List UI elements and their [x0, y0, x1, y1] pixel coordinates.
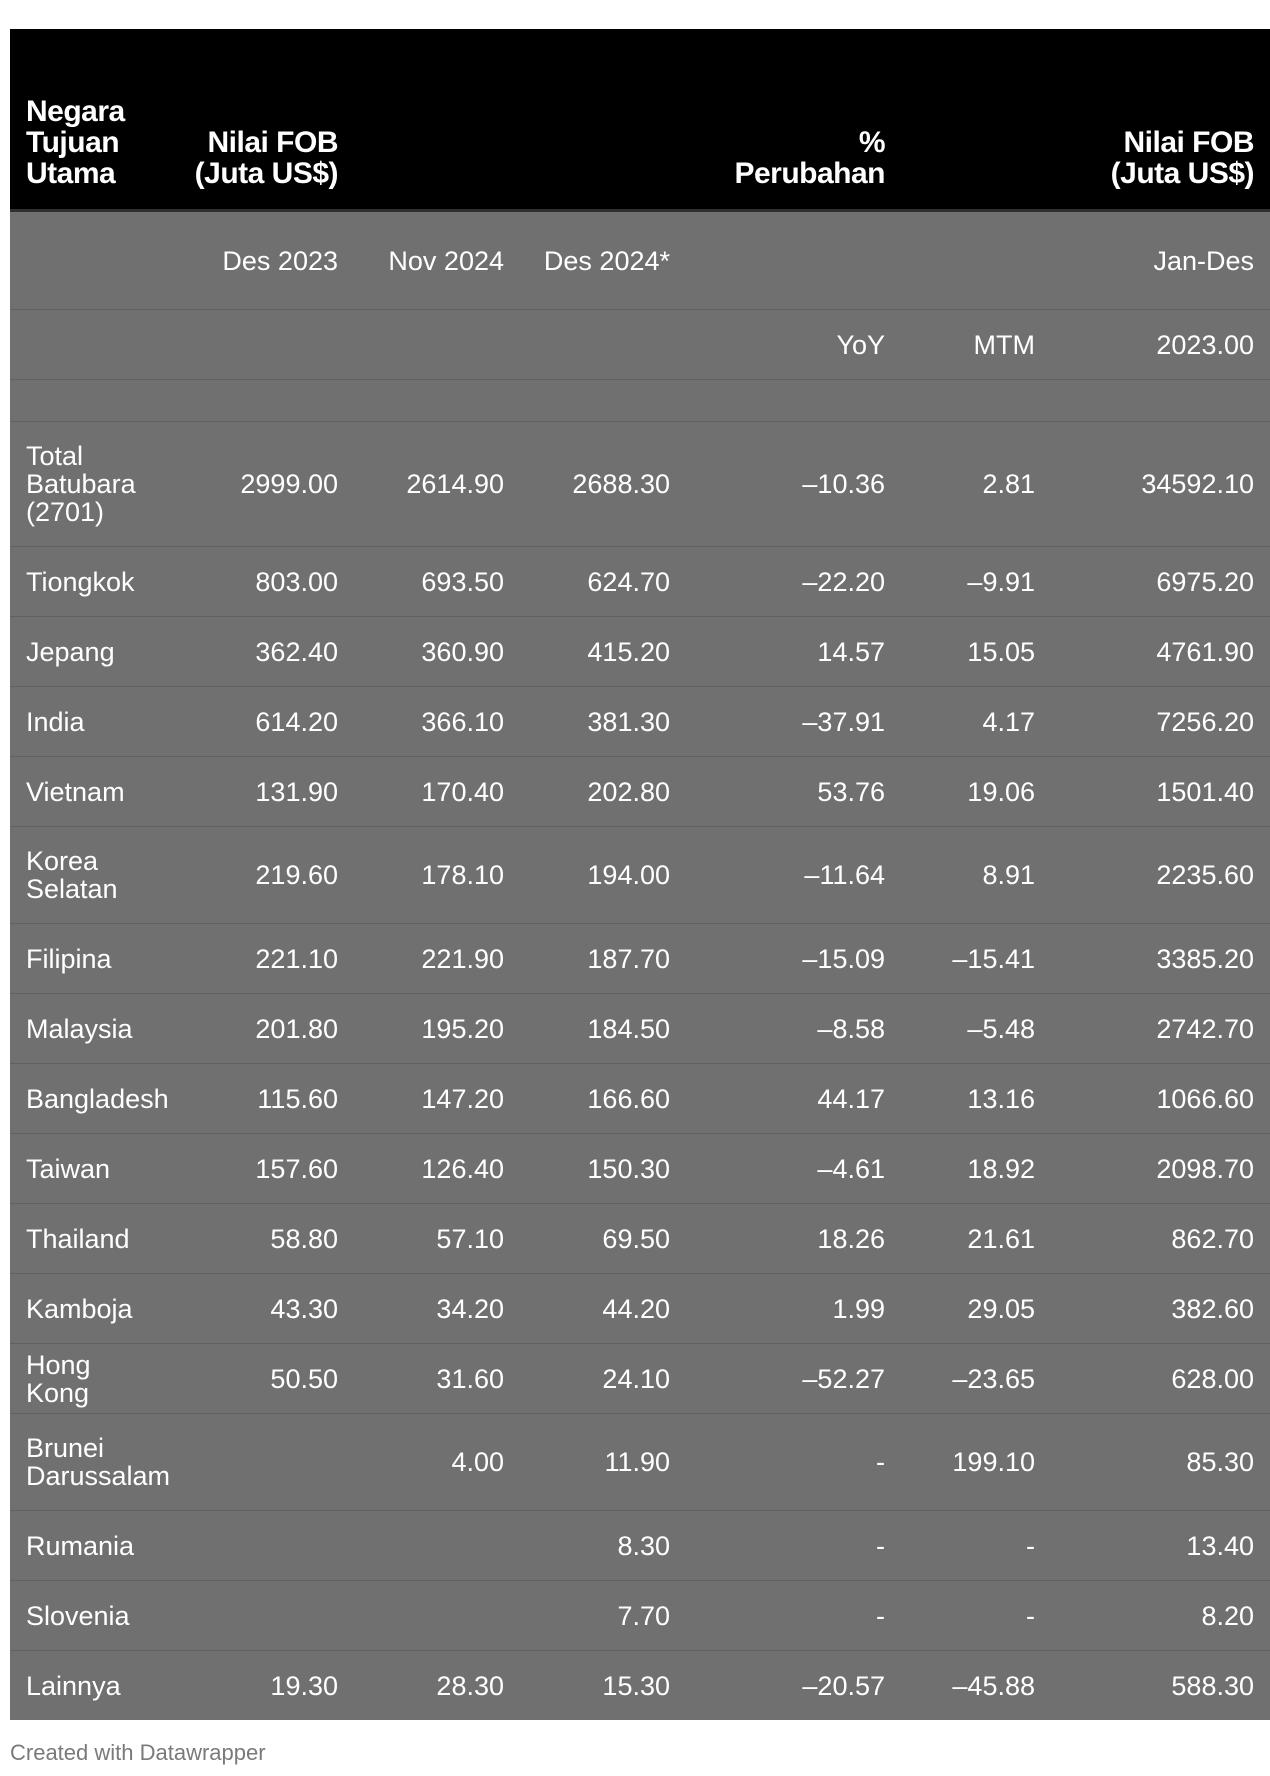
country-cell: Kamboja: [10, 1274, 176, 1344]
header-country[interactable]: Negara Tujuan Utama: [10, 29, 176, 211]
header-fob-annual[interactable]: Nilai FOB (Juta US$): [1051, 29, 1270, 211]
value-cell-des2024: 11.90: [520, 1414, 686, 1511]
value-cell-yoy: -: [686, 1414, 901, 1511]
value-cell-yoy: 44.17: [686, 1064, 901, 1134]
country-cell: Vietnam: [10, 757, 176, 827]
table-row: [10, 1134, 1270, 1204]
export-table: [10, 29, 1270, 1720]
subheader-metrics: [10, 310, 1270, 380]
value-cell-des2023: [176, 1581, 354, 1651]
value-cell-des2023: 50.50: [176, 1344, 354, 1414]
value-cell-des2023: 614.20: [176, 687, 354, 757]
value-cell-mtm: 29.05: [901, 1274, 1051, 1344]
country-cell: Bangladesh: [10, 1064, 176, 1134]
value-cell-jan-des: 8.20: [1051, 1581, 1270, 1651]
subheader-empty: [10, 211, 176, 310]
subheader-empty-mtm: [901, 211, 1051, 310]
country-cell: Rumania: [10, 1511, 176, 1581]
value-cell-des2023: 221.10: [176, 924, 354, 994]
value-cell-mtm: 199.10: [901, 1414, 1051, 1511]
table-row: [10, 1064, 1270, 1134]
country-cell: Brunei Darussalam: [10, 1414, 176, 1511]
value-cell-jan-des: 862.70: [1051, 1204, 1270, 1274]
value-cell-des2024: 381.30: [520, 687, 686, 757]
value-cell-jan-des: 34592.10: [1051, 422, 1270, 547]
value-cell-jan-des: 13.40: [1051, 1511, 1270, 1581]
value-cell-des2023: 131.90: [176, 757, 354, 827]
value-cell-mtm: 21.61: [901, 1204, 1051, 1274]
value-cell-yoy: –10.36: [686, 422, 901, 547]
subheader2-empty: [10, 310, 176, 380]
table-row: [10, 1344, 1270, 1414]
table-row: [10, 757, 1270, 827]
value-cell-nov2024: [354, 1511, 520, 1581]
header-empty-2: [520, 29, 686, 211]
value-cell-nov2024: 178.10: [354, 827, 520, 924]
value-cell-des2024: 2688.30: [520, 422, 686, 547]
table-row: [10, 1511, 1270, 1581]
subheader-annual: Jan-Des: [1051, 211, 1270, 310]
value-cell-mtm: –45.88: [901, 1651, 1051, 1721]
value-cell-des2024: 184.50: [520, 994, 686, 1064]
table-row: [10, 617, 1270, 687]
value-cell-mtm: 19.06: [901, 757, 1051, 827]
value-cell-jan-des: 4761.90: [1051, 617, 1270, 687]
value-cell-yoy: –20.57: [686, 1651, 901, 1721]
table-body: [10, 211, 1270, 1721]
value-cell-nov2024: 147.20: [354, 1064, 520, 1134]
value-cell-yoy: –37.91: [686, 687, 901, 757]
value-cell-yoy: 18.26: [686, 1204, 901, 1274]
value-cell-yoy: 53.76: [686, 757, 901, 827]
spacer-row: [10, 380, 1270, 422]
value-cell-mtm: –5.48: [901, 994, 1051, 1064]
value-cell-jan-des: 2742.70: [1051, 994, 1270, 1064]
value-cell-des2024: 69.50: [520, 1204, 686, 1274]
header-fob[interactable]: Nilai FOB (Juta US$): [176, 29, 354, 211]
value-cell-des2023: [176, 1511, 354, 1581]
header-empty-3: [901, 29, 1051, 211]
value-cell-jan-des: 1066.60: [1051, 1064, 1270, 1134]
value-cell-yoy: 1.99: [686, 1274, 901, 1344]
value-cell-mtm: 8.91: [901, 827, 1051, 924]
value-cell-nov2024: 360.90: [354, 617, 520, 687]
value-cell-des2024: 15.30: [520, 1651, 686, 1721]
subheader2-empty-3: [520, 310, 686, 380]
subheader-period2: Nov 2024: [354, 211, 520, 310]
value-cell-mtm: –23.65: [901, 1344, 1051, 1414]
value-cell-yoy: –4.61: [686, 1134, 901, 1204]
value-cell-nov2024: 170.40: [354, 757, 520, 827]
value-cell-mtm: –9.91: [901, 547, 1051, 617]
table-row: [10, 1414, 1270, 1511]
value-cell-des2023: 2999.00: [176, 422, 354, 547]
value-cell-yoy: -: [686, 1581, 901, 1651]
table-header: [10, 29, 1270, 211]
data-table-frame: [10, 29, 1254, 1720]
header-change[interactable]: % Perubahan: [686, 29, 901, 211]
value-cell-jan-des: 2098.70: [1051, 1134, 1270, 1204]
subheader-period3: Des 2024*: [520, 211, 686, 310]
value-cell-des2023: 58.80: [176, 1204, 354, 1274]
table-row: [10, 1274, 1270, 1344]
table-row: [10, 1581, 1270, 1651]
value-cell-nov2024: 366.10: [354, 687, 520, 757]
value-cell-jan-des: 1501.40: [1051, 757, 1270, 827]
header-empty-1: [354, 29, 520, 211]
value-cell-yoy: –15.09: [686, 924, 901, 994]
value-cell-des2024: 44.20: [520, 1274, 686, 1344]
country-cell: Korea Selatan: [10, 827, 176, 924]
value-cell-nov2024: 126.40: [354, 1134, 520, 1204]
subheader-period1: Des 2023: [176, 211, 354, 310]
value-cell-yoy: –11.64: [686, 827, 901, 924]
value-cell-mtm: 13.16: [901, 1064, 1051, 1134]
value-cell-nov2024: 34.20: [354, 1274, 520, 1344]
datawrapper-credit[interactable]: Created with Datawrapper: [10, 1740, 266, 1765]
value-cell-yoy: –52.27: [686, 1344, 901, 1414]
country-cell: Hong Kong: [10, 1344, 176, 1414]
subheader2-empty-2: [354, 310, 520, 380]
subheader-periods: [10, 211, 1270, 310]
value-cell-mtm: -: [901, 1581, 1051, 1651]
country-cell: Taiwan: [10, 1134, 176, 1204]
country-cell: Malaysia: [10, 994, 176, 1064]
value-cell-yoy: –8.58: [686, 994, 901, 1064]
value-cell-des2024: 194.00: [520, 827, 686, 924]
country-cell: India: [10, 687, 176, 757]
value-cell-yoy: 14.57: [686, 617, 901, 687]
subheader-empty-change: [686, 211, 901, 310]
table-row: [10, 1204, 1270, 1274]
value-cell-nov2024: 28.30: [354, 1651, 520, 1721]
table-row: [10, 994, 1270, 1064]
value-cell-yoy: -: [686, 1511, 901, 1581]
table-row: [10, 1651, 1270, 1721]
value-cell-mtm: 2.81: [901, 422, 1051, 547]
value-cell-des2024: 8.30: [520, 1511, 686, 1581]
table-row: [10, 924, 1270, 994]
value-cell-jan-des: 588.30: [1051, 1651, 1270, 1721]
table-row: [10, 547, 1270, 617]
value-cell-des2023: 43.30: [176, 1274, 354, 1344]
value-cell-nov2024: 221.90: [354, 924, 520, 994]
value-cell-des2024: 24.10: [520, 1344, 686, 1414]
subheader2-empty-1: [176, 310, 354, 380]
value-cell-jan-des: 628.00: [1051, 1344, 1270, 1414]
value-cell-des2024: 187.70: [520, 924, 686, 994]
subheader-yoy: YoY: [686, 310, 901, 380]
subheader-annual-year: 2023.00: [1051, 310, 1270, 380]
table-row: [10, 422, 1270, 547]
value-cell-jan-des: 85.30: [1051, 1414, 1270, 1511]
country-cell: Filipina: [10, 924, 176, 994]
country-cell: Thailand: [10, 1204, 176, 1274]
value-cell-nov2024: 31.60: [354, 1344, 520, 1414]
value-cell-des2023: [176, 1414, 354, 1511]
value-cell-des2023: 803.00: [176, 547, 354, 617]
value-cell-des2023: 219.60: [176, 827, 354, 924]
table-row: [10, 827, 1270, 924]
value-cell-nov2024: 195.20: [354, 994, 520, 1064]
country-cell: Jepang: [10, 617, 176, 687]
value-cell-des2023: 115.60: [176, 1064, 354, 1134]
value-cell-mtm: 4.17: [901, 687, 1051, 757]
value-cell-jan-des: 2235.60: [1051, 827, 1270, 924]
value-cell-nov2024: 4.00: [354, 1414, 520, 1511]
value-cell-mtm: –15.41: [901, 924, 1051, 994]
country-cell: Slovenia: [10, 1581, 176, 1651]
value-cell-yoy: –22.20: [686, 547, 901, 617]
table-row: [10, 687, 1270, 757]
value-cell-des2024: 150.30: [520, 1134, 686, 1204]
value-cell-jan-des: 382.60: [1051, 1274, 1270, 1344]
value-cell-mtm: 15.05: [901, 617, 1051, 687]
value-cell-des2023: 362.40: [176, 617, 354, 687]
value-cell-nov2024: 2614.90: [354, 422, 520, 547]
value-cell-mtm: 18.92: [901, 1134, 1051, 1204]
value-cell-nov2024: [354, 1581, 520, 1651]
value-cell-des2024: 7.70: [520, 1581, 686, 1651]
value-cell-nov2024: 693.50: [354, 547, 520, 617]
country-cell: Total Batubara (2701): [10, 422, 176, 547]
value-cell-mtm: -: [901, 1511, 1051, 1581]
value-cell-des2024: 415.20: [520, 617, 686, 687]
value-cell-des2023: 201.80: [176, 994, 354, 1064]
country-cell: Lainnya: [10, 1651, 176, 1721]
country-cell: Tiongkok: [10, 547, 176, 617]
subheader-mtm: MTM: [901, 310, 1051, 380]
value-cell-des2024: 624.70: [520, 547, 686, 617]
value-cell-jan-des: 6975.20: [1051, 547, 1270, 617]
value-cell-jan-des: 7256.20: [1051, 687, 1270, 757]
value-cell-des2023: 157.60: [176, 1134, 354, 1204]
value-cell-des2023: 19.30: [176, 1651, 354, 1721]
value-cell-nov2024: 57.10: [354, 1204, 520, 1274]
value-cell-des2024: 202.80: [520, 757, 686, 827]
value-cell-des2024: 166.60: [520, 1064, 686, 1134]
value-cell-jan-des: 3385.20: [1051, 924, 1270, 994]
